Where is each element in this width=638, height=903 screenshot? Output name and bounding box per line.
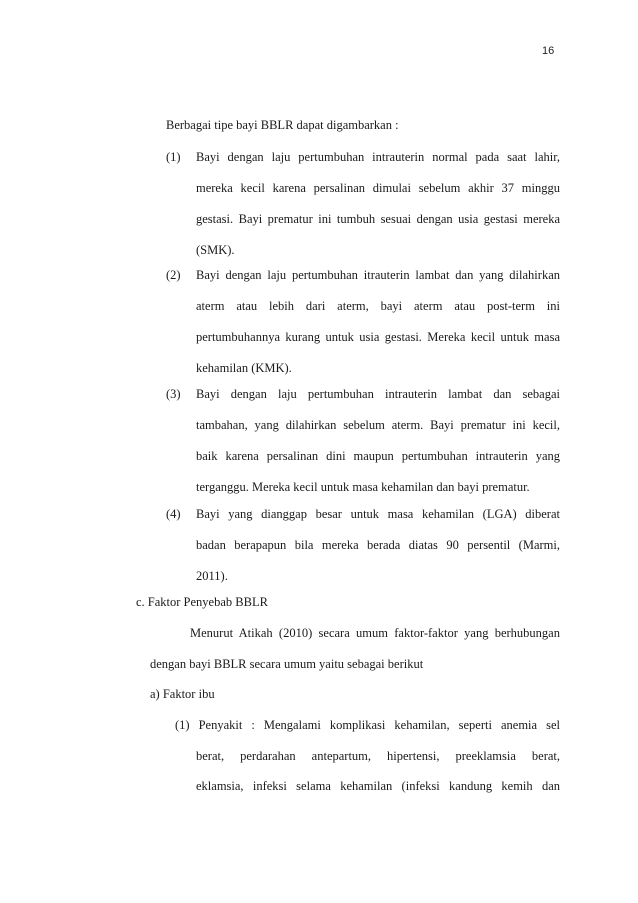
list-line: baik karena persalinan dini maupun pertumbuhan intrauterin yang xyxy=(196,449,560,463)
list-line: badan berapapun bila mereka berada diatas 90 persentil (Marmi, xyxy=(196,538,560,552)
list-line: tambahan, yang dilahirkan sebelum aterm. Bayi prematur ini kecil, xyxy=(196,418,560,432)
subsection-heading: a) Faktor ibu xyxy=(150,687,215,701)
list-marker: (4) xyxy=(166,507,181,521)
list-line: 2011). xyxy=(196,569,228,583)
list-line: Bayi dengan laju pertumbuhan itrauterin lambat dan yang dilahirkan xyxy=(196,268,560,282)
list-line: kehamilan (KMK). xyxy=(196,361,292,375)
list-line: mereka kecil karena persalinan dimulai sebelum akhir 37 minggu xyxy=(196,181,560,195)
list-line: aterm atau lebih dari aterm, bayi aterm atau post-term ini xyxy=(196,299,560,313)
list-intro: Berbagai tipe bayi BBLR dapat digambarkan : xyxy=(166,118,399,132)
list-line: (SMK). xyxy=(196,243,235,257)
list-line: terganggu. Mereka kecil untuk masa kehamilan dan bayi prematur. xyxy=(196,480,530,494)
list-marker: (2) xyxy=(166,268,181,282)
paragraph-line: Menurut Atikah (2010) secara umum faktor-faktor yang berhubungan xyxy=(190,626,560,640)
list-marker: (3) xyxy=(166,387,181,401)
list-line: pertumbuhannya kurang untuk usia gestasi. Mereka kecil untuk masa xyxy=(196,330,560,344)
list-line: Bayi dengan laju pertumbuhan intrauterin lambat dan sebagai xyxy=(196,387,560,401)
paragraph-line: dengan bayi BBLR secara umum yaitu sebagai berikut xyxy=(150,657,424,671)
paragraph-line: berat, perdarahan antepartum, hipertensi, preeklamsia berat, xyxy=(196,749,560,763)
page-number: 16 xyxy=(542,45,555,57)
paragraph-line: eklamsia, infeksi selama kehamilan (infeksi kandung kemih dan xyxy=(196,779,560,793)
list-line: gestasi. Bayi prematur ini tumbuh sesuai dengan usia gestasi mereka xyxy=(196,212,560,226)
list-marker: (1) xyxy=(166,150,181,164)
list-line: Bayi dengan laju pertumbuhan intrauterin normal pada saat lahir, xyxy=(196,150,560,164)
paragraph-line: (1) Penyakit : Mengalami komplikasi kehamilan, seperti anemia sel xyxy=(175,718,560,732)
list-line: Bayi yang dianggap besar untuk masa kehamilan (LGA) diberat xyxy=(196,507,560,521)
section-heading: c. Faktor Penyebab BBLR xyxy=(136,595,268,609)
